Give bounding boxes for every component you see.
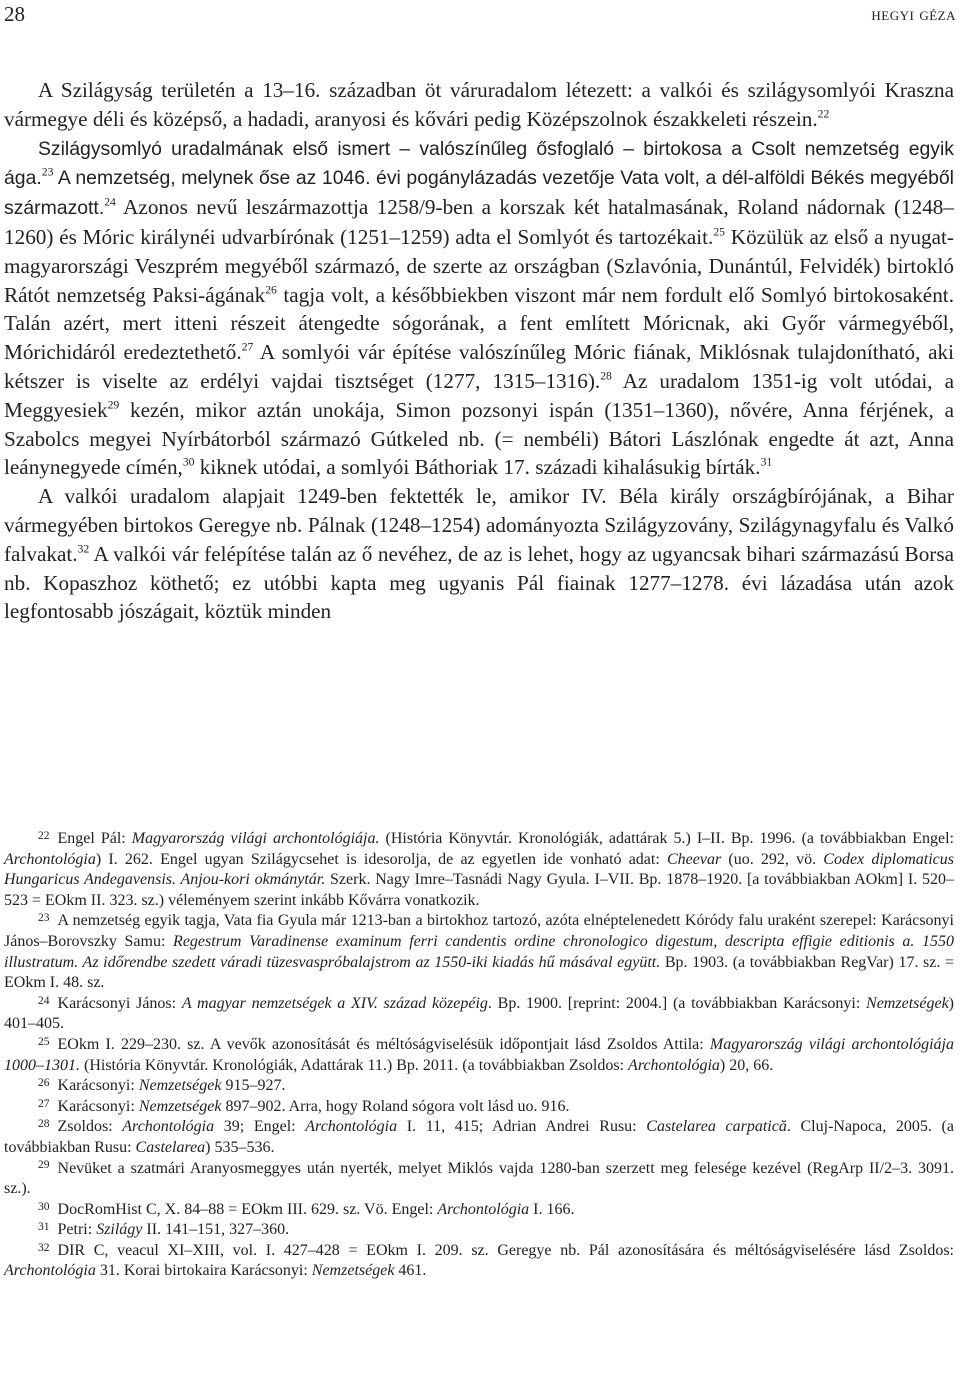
footnote-title: Nemzetségek [138,1077,222,1095]
footnote-text: 31. Korai birtokaira Karácsonyi: [95,1262,312,1280]
footnote-22 [4,829,954,911]
paragraph-text: Közülük az első a nyugat-magyarországi Veszprém megyéből származó, de szerte az országban (Szlavónia, Dunántúl, Felvidék) birtokló Rátót nemzetség Paksi-ágának [4,224,954,307]
running-head-author: hegyi géza [871,4,956,24]
paragraph-text: A nemzetség, melynek őse az 1046. évi pogánylázadás vezetője Vata volt, a dél-alföldi Békés megyéből származott. [4,167,954,220]
footnote-text: Szerk. Nagy Imre–Tasnádi Nagy Gyula. I–VII. Bp. 1878–1920. [a továbbiakban AOkm] I. 520–523 = EOkm II. 323. sz.) véleményem szerint inkább Kővárra vonatkozik. [4,871,954,909]
footnote-text: DIR C, veacul XI–XIII, vol. I. 427–428 = EOkm I. 209. sz. Geregye nb. Pál azonosítására és méltóságviselésére lásd Zsoldos: [57,1241,954,1259]
paragraph-text: Az uradalom 1351-ig volt utódai, a Meggyesiek [4,368,955,422]
footnote-title: Nemzetségek [311,1262,395,1280]
footnote-number: 31 [38,1221,50,1234]
footnote-text: 461. [394,1262,427,1280]
footnote-31 [4,1220,954,1241]
footnote-text: I. 166. [529,1200,575,1218]
footnote-text: II. 141–151, 327–360. [142,1221,290,1239]
footnote-text: Karácsonyi: [57,1077,139,1095]
footnote-title: Archontológia [305,1118,398,1136]
footnote-title: Szilágy [96,1221,143,1239]
footnote-title: Castelarea carpatică [646,1118,787,1136]
footnote-number: 26 [38,1077,50,1090]
footnote-text: Zsoldos: [57,1118,123,1136]
footnote-29 [4,1159,954,1200]
footnote-title: Archontológia [628,1056,720,1074]
footnote-25 [4,1035,954,1076]
footnote-ref-29[interactable]: 29 [107,398,120,412]
footnote-text: (uo. 292, vö. [721,850,824,868]
footnote-text: EOkm I. 229–230. sz. A vevők azonosítását és méltóságviselésük időpontjait lásd Zsoldos Attila: [57,1035,710,1053]
footnote-title: A magyar nemzetségek a XIV. század közepéig [181,994,488,1012]
footnote-text: Engel Pál: [57,830,132,847]
footnote-title: Codex diplomaticus Hungaricus Andegavensis. Anjou-kori okmánytár. [4,850,955,889]
footnote-title: Magyarország világi archontológiája 1000–1301. [4,1035,954,1074]
paragraph-text: tagja volt, a későbbiekben viszont már nem fordult elő Somlyó birtokosaként. Talán azért, mert itteni részeit átengedte sógorának, a fent említett Móricnak, aki Győr vármegyéből, Mórichidáról eredeztethető. [4,282,954,365]
footnote-title: Archontológia [437,1200,530,1218]
footnote-text: Karácsonyi: [57,1097,139,1115]
footnote-ref-32[interactable]: 32 [77,542,90,556]
footnote-text: A nemzetség egyik tagja, Vata fia Gyula már 1213-ban a birtokhoz tartozó, azóta elnéptelenedett Kóródy falu uraként szerepel: Karácsonyi János–Borovszky Samu: [4,912,954,950]
footnote-30 [4,1200,954,1221]
paragraph-2 [4,134,954,483]
footnote-ref-24[interactable]: 24 [104,195,116,209]
page-number: 28 [4,2,25,26]
footnote-text: Petri: [57,1221,97,1239]
footnote-title: Archontológia [122,1118,215,1136]
footnote-23 [4,911,954,993]
footnote-title: Magyarország világi archontológiája. [131,830,380,847]
footnote-text: (História Könyvtár. Kronológiák, Adattárak 11.) Bp. 2011. (a továbbiakban Zsoldos: [80,1056,629,1074]
footnote-32 [4,1241,954,1282]
footnote-ref-25[interactable]: 25 [713,225,725,239]
paragraph-text: A valkói uradalom alapjait 1249-ben fektették le, amikor IV. Béla király országbírójának, a Bihar vármegyében birtokos Geregye nb. Pálnak (1248–1254) adományozta Szilágyzovány, Szilágynagyfalu és Valkó falvakat. [4,484,954,566]
footnote-title: Nemzetségek [138,1097,222,1115]
footnote-text: 897–902. Arra, hogy Roland sógora volt lásd uo. 916. [221,1097,570,1115]
footnote-24 [4,994,954,1035]
footnote-title: Nemzetségek [866,994,949,1012]
footnote-text: ) 20, 66. [719,1056,774,1074]
footnote-28 [4,1117,954,1158]
footnote-text: . Cluj-Napoca, 2005. (a továbbiakban Rusu: [4,1118,954,1156]
footnote-text: Bp. 1903. (a továbbiakban RegVar) 17. sz. = EOkm I. 48. sz. [4,953,954,992]
footnote-text: DocRomHist C, X. 84–88 = EOkm III. 629. sz. Vö. Engel: [57,1200,438,1218]
footnote-title: Archontológia [4,850,96,868]
footnote-ref-31[interactable]: 31 [760,455,773,469]
footnote-ref-23[interactable]: 23 [41,165,54,179]
footnote-text: Nevüket a szatmári Aranyosmeggyes után nyerték, melyet Miklós vajda 1280-ban szerzett meg felesége kezével (RegArp II/2–3. 3091. sz.). [4,1159,954,1198]
footnote-ref-28[interactable]: 28 [600,369,612,383]
paragraph-text: kiknek utódai, a somlyói Báthoriak 17. századi kihalásukig bírták. [194,455,761,480]
paragraph-text: kezén, mikor aztán unokája, Simon pozsonyi ispán (1351–1360), nővére, Anna férjének, a Szabolcs megyei Nyírbátorból származó Gútkeled nb. (= nembéli) Bátori Lászlónak engedte át azt, Anna leánynegyede címén, [4,397,954,480]
footnote-number: 22 [38,829,50,842]
footnote-title: Regestrum Varadinense examinum ferri candentis ordine chronologico digestum, descripta effigie editionis a. 1550 illustratum. Az időrendbe szedett váradi tüzesvaspróbalajstrom az 1550-iki kiadás hű másával együtt. [4,932,955,971]
footnote-text: . Bp. 1900. [reprint: 2004.] (a továbbiakban Karácsonyi: [487,994,867,1012]
footnote-text: ) I. 262. Engel ugyan Szilágycsehet is idesorolja, de az egyetlen ide vonható adat: [95,850,667,868]
footnotes [4,829,954,1282]
paragraph-text: A valkói vár felépítése talán az ő nevéhez, de az is lehet, hogy az ugyancsak bihari származású Borsa nb. Kopaszhoz köthető; ez utóbbi kapta meg ugyanis Pál fiainak 1277–1278. évi lázadása után azok legfontosabb jószágait, köztük minden [4,541,954,624]
footnote-27 [4,1097,954,1118]
footnote-text: 39; Engel: [214,1118,306,1136]
footnote-number: 25 [38,1035,50,1048]
footnote-text: (História Könyvtár. Kronológiák, adattárak 5.) I–II. Bp. 1996. (a továbbiakban Engel: [379,830,954,847]
page-header [4,2,956,32]
footnote-number: 30 [38,1200,50,1213]
paragraph-text: Szilágysomlyó uradalmának első ismert – valószínűleg ősfoglaló – birtokosa a Csolt nemzetség egyik ága. [4,137,954,190]
footnote-number: 27 [38,1097,50,1110]
paragraph-3 [4,482,954,626]
footnote-number: 29 [38,1159,50,1172]
paragraph-text: A Szilágyság területén a 13–16. században öt váruradalom létezett: a valkói és szilágysomlyói Kraszna vármegye déli és középső, a hadadi, aranyosi és kővári pedig Középszolnok északkeleti részein. [4,78,954,131]
footnote-ref-26[interactable]: 26 [265,282,277,296]
footnote-ref-22[interactable]: 22 [817,107,830,121]
footnote-number: 24 [38,994,50,1007]
footnote-number: 23 [38,912,50,925]
footnote-number: 28 [38,1118,50,1131]
footnote-text: Karácsonyi János: [57,994,182,1012]
footnote-ref-27[interactable]: 27 [241,340,254,354]
paragraph-text: A somlyói vár építése valószínűleg Móric fiának, Miklósnak tulajdonítható, aki kétszer is viselte az erdélyi vajdai tisztséget (1277, 1315–1316). [4,340,954,393]
footnote-26 [4,1076,954,1097]
footnote-text: 915–927. [221,1077,286,1095]
paragraph-1 [4,76,954,134]
footnote-text: ) 401–405. [4,994,954,1033]
footnote-text: I. 11, 415; Adrian Andrei Rusu: [397,1118,647,1136]
paragraph-text: Azonos nevű leszármazottja 1258/9-ben a korszak két hatalmasának, Roland nádornak (1248–1260) és Móric királynéi udvarbírónak (1251–1259) adta el Somlyót és tartozékait. [4,195,954,249]
footnote-ref-30[interactable]: 30 [182,455,195,469]
footnote-title: Archontológia [4,1262,96,1280]
footnote-title: Castelarea [135,1138,206,1156]
footnote-text: ) 535–536. [205,1138,275,1156]
footnote-number: 32 [38,1241,50,1254]
main-text [4,76,954,626]
footnote-title: Cheevar [666,850,722,868]
